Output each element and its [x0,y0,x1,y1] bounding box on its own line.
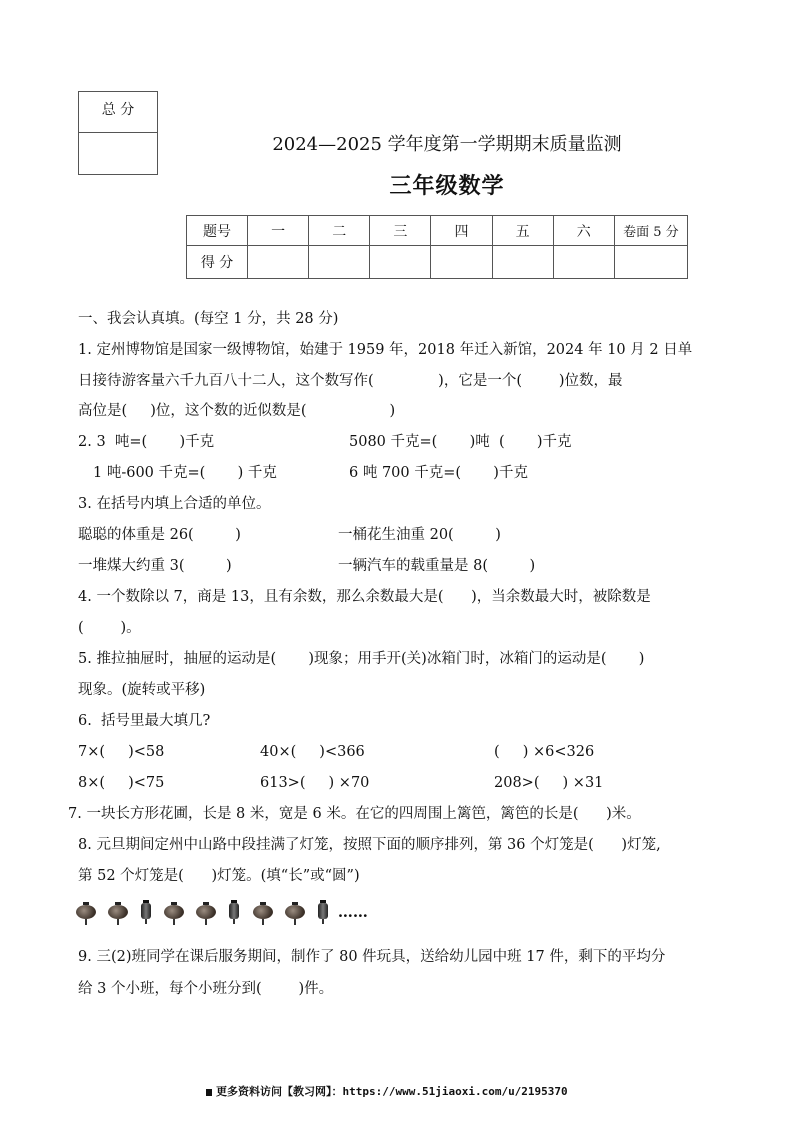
score-cell[interactable] [553,246,614,279]
exam-title: 2024—2025 学年度第一学期期末质量监测 [272,134,622,155]
question-4-line-2: ( )。 [78,620,141,636]
lantern-sequence [76,900,368,926]
table-header-cell: 五 [492,216,553,246]
question-2b: 5080 千克=( )吨 ( )千克 [349,434,572,450]
table-header-cell: 题号 [187,216,248,246]
question-8-line-1: 8. 元旦期间定州中山路中段挂满了灯笼，按照下面的顺序排列，第 36 个灯笼是( )灯笼, [78,837,661,853]
section-heading: 一、我会认真填。(每空 1 分，共 28 分) [78,311,339,327]
question-3d: 一辆汽车的载重量是 8( ) [338,558,536,574]
question-6f: 208>( ) ×31 [494,775,604,791]
round-lantern-icon [164,902,184,922]
question-6a: 7×( )<58 [78,744,165,760]
round-lantern-icon [196,902,216,922]
table-header-cell: 卷面 5 分 [614,216,687,246]
question-3-heading: 3. 在括号内填上合适的单位。 [78,496,271,512]
round-lantern-icon [285,902,305,922]
round-lantern-icon [76,902,96,922]
score-table-score-row [187,246,688,279]
table-header-cell: 二 [309,216,370,246]
score-cell[interactable] [431,246,492,279]
long-lantern-icon [228,900,240,924]
table-header-cell: 六 [553,216,614,246]
flag-icon [206,1089,212,1096]
question-6b: 40×( )<366 [260,744,365,760]
question-8-line-2: 第 52 个灯笼是( )灯笼。(填“长”或“圆”) [78,868,360,884]
question-2d: 6 吨 700 千克=( )千克 [349,465,528,481]
question-9-line-1: 9. 三(2)班同学在课后服务期间，制作了 80 件玩具，送给幼儿园中班 17 件，剩下的平均分 [78,949,666,965]
long-lantern-icon [140,900,152,924]
score-table-header-row [187,216,688,246]
question-3b: 一桶花生油重 20( ) [338,527,501,543]
score-row-label: 得 分 [187,246,248,279]
score-cell[interactable] [309,246,370,279]
question-6-heading: 6. 括号里最大填几? [78,713,211,729]
question-4-line-1: 4. 一个数除以 7，商是 13，且有余数，那么余数最大是( )，当余数最大时，被除数是 [78,589,651,605]
subject-title: 三年级数学 [389,173,505,199]
total-score-label: 总 分 [79,92,157,133]
question-2c: 1 吨-600 千克=( ) 千克 [93,465,277,481]
score-table [186,215,688,279]
score-cell[interactable] [370,246,431,279]
question-1-line-2: 日接待游客量六千九百八十二人，这个数写作( )，它是一个( )位数，最 [78,373,623,389]
question-3c: 一堆煤大约重 3( ) [78,558,232,574]
question-6c: ( ) ×6<326 [494,744,595,760]
question-3a: 聪聪的体重是 26( ) [78,527,241,543]
footer-link[interactable]: 更多资料访问【教习网】：https://www.51jiaoxi.com/u/2195370 [216,1085,568,1098]
round-lantern-icon [108,902,128,922]
score-cell[interactable] [614,246,687,279]
score-cell[interactable] [248,246,309,279]
table-header-cell: 一 [248,216,309,246]
question-5-line-2: 现象。(旋转或平移) [78,682,206,698]
question-7: 7. 一块长方形花圃，长是 8 米，宽是 6 米。在它的四周围上篱笆，篱笆的长是( )米。 [68,806,641,822]
question-6e: 613>( ) ×70 [260,775,370,791]
table-header-cell: 三 [370,216,431,246]
score-cell[interactable] [492,246,553,279]
question-5-line-1: 5. 推拉抽屉时，抽屉的运动是( )现象；用手开(关)冰箱门时，冰箱门的运动是( ) [78,651,645,667]
round-lantern-icon [253,902,273,922]
long-lantern-icon [317,900,329,924]
footer [206,1083,568,1099]
question-1-line-1: 1. 定州博物馆是国家一级博物馆，始建于 1959 年，2018 年迁入新馆，2024 年 10 月 2 日单 [78,342,693,358]
lantern-ellipsis: …… [337,903,368,921]
table-header-cell: 四 [431,216,492,246]
question-2a: 2. 3 吨=( )千克 [78,434,215,450]
question-9-line-2: 给 3 个小班，每个小班分到( )件。 [78,981,334,997]
question-6d: 8×( )<75 [78,775,165,791]
question-1-line-3: 高位是( )位，这个数的近似数是( ) [78,403,396,419]
